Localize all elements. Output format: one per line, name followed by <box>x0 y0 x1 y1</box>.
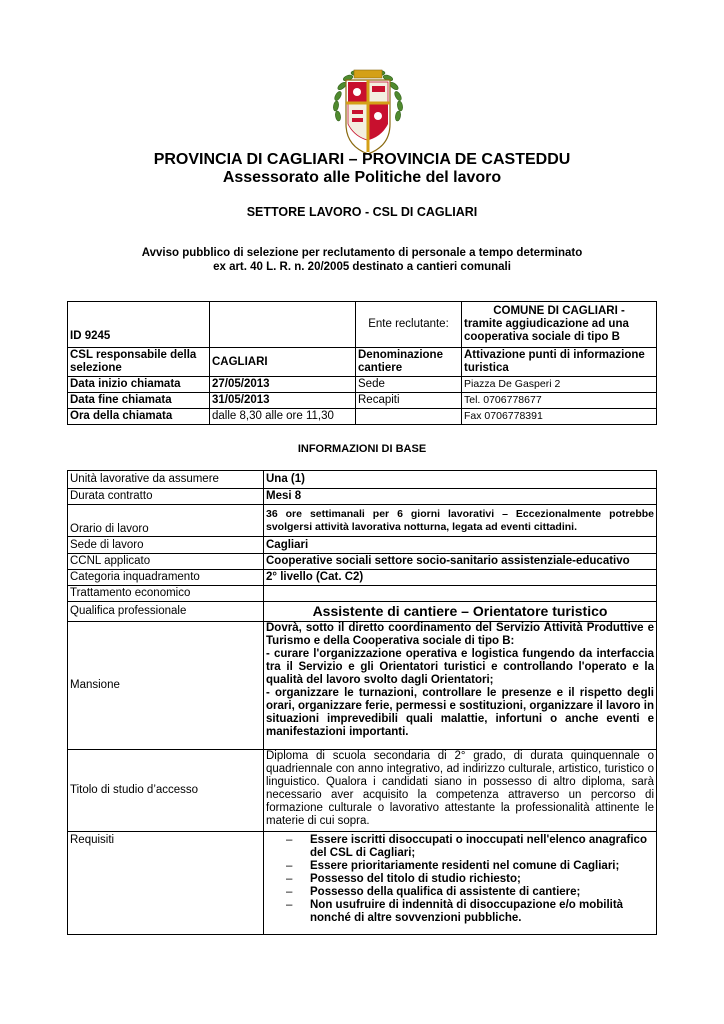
id-cell: ID 9245 <box>68 302 210 348</box>
ccnl-value: Cooperative sociali settore socio-sanitario assistenziale-educativo <box>264 554 657 570</box>
recapiti-label: Recapiti <box>356 393 462 409</box>
csl-value: CAGLIARI <box>210 348 356 377</box>
ente-value-line2: tramite aggiudicazione ad una cooperativa sociale di tipo B <box>464 318 629 343</box>
section-heading-info-base: INFORMAZIONI DI BASE <box>297 443 427 455</box>
denominazione-label: Denominazione cantiere <box>356 348 462 377</box>
ora-value: dalle 8,30 alle ore 11,30 <box>210 409 356 425</box>
ente-value-line1: COMUNE DI CAGLIARI - <box>493 305 625 317</box>
empty-cell <box>210 302 356 348</box>
notice-line-1: Avviso pubblico di selezione per reclutamento di personale a tempo determinato <box>141 247 583 259</box>
mansione-paragraph-1: Dovrà, sotto il diretto coordinamento del Servizio Attività Produttive e Turismo e della Cooperativa sociale di tipo B: <box>266 622 654 647</box>
list-item: – Possesso del titolo di studio richiesto; <box>286 873 654 886</box>
titolo-value: Diploma di scuola secondaria di 2° grado, di durata quinquennale o quadriennale con anno integrativo, ad indirizzo culturale, artistico, turistico o linguistico. Qualora i candidati siano in possesso di altro diploma, sarà necessario aver acquisito la competenza attraverso un percorso di formazione culturale o lavorativo attestante la professionalità attinente le materie di cui sopra. <box>264 750 657 832</box>
inizio-value: 27/05/2013 <box>210 377 356 393</box>
list-item: – Possesso della qualifica di assistente di cantiere; <box>286 886 654 899</box>
trattamento-label: Trattamento economico <box>68 586 264 602</box>
qualifica-value: Assistente di cantiere – Orientatore turistico <box>264 602 657 622</box>
mansione-paragraph-3: - organizzare le turnazioni, controllare le presenze e il rispetto degli orari, organizzare ferie, permessi e sostituzioni, organizzare il lavoro in situazioni imprevedibili quali malattie, infortuni o anche eventi e manifestazioni importanti. <box>266 687 654 738</box>
mansione-value <box>264 622 657 750</box>
requisiti-label: Requisiti <box>68 832 264 935</box>
call-info-table <box>67 301 657 425</box>
qualifica-label: Qualifica professionale <box>68 602 264 622</box>
durata-label: Durata contratto <box>68 489 264 505</box>
sector-heading: SETTORE LAVORO - CSL DI CAGLIARI <box>246 205 478 219</box>
mansione-label: Mansione <box>68 622 264 750</box>
categoria-value: 2° livello (Cat. C2) <box>264 570 657 586</box>
unita-label: Unità lavorative da assumere <box>68 471 264 489</box>
ccnl-label: CCNL applicato <box>68 554 264 570</box>
ora-label: Ora della chiamata <box>68 409 210 425</box>
sede-label: Sede <box>356 377 462 393</box>
list-item: – Essere prioritariamente residenti nel comune di Cagliari; <box>286 860 654 873</box>
sede-value: Piazza De Gasperi 2 <box>462 377 657 393</box>
base-info-table <box>67 470 657 935</box>
fax-value: Fax 0706778391 <box>462 409 657 425</box>
tel-value: Tel. 0706778677 <box>462 393 657 409</box>
fine-value: 31/05/2013 <box>210 393 356 409</box>
empty-cell <box>356 409 462 425</box>
document-subtitle: Assessorato alle Politiche del lavoro <box>222 169 502 186</box>
durata-value: Mesi 8 <box>264 489 657 505</box>
inizio-label: Data inizio chiamata <box>68 377 210 393</box>
ente-value <box>462 302 657 348</box>
sede-lavoro-value: Cagliari <box>264 537 657 554</box>
list-item: – Essere iscritti disoccupati o inoccupati nell'elenco anagrafico del CSL di Cagliari; <box>286 834 654 860</box>
titolo-label: Titolo di studio d’accesso <box>68 750 264 832</box>
list-item: – Non usufruire di indennità di disoccupazione e/o mobilità nonché di altre sovvenzioni pubbliche. <box>286 899 654 925</box>
unita-value: Una (1) <box>264 471 657 489</box>
trattamento-value <box>264 586 657 602</box>
orario-label: Orario di lavoro <box>68 505 264 537</box>
orario-value: 36 ore settimanali per 6 giorni lavorativi – Eccezionalmente potrebbe svolgersi attività lavorativa notturna, legata ad eventi cittadini. <box>264 505 657 537</box>
document-title: PROVINCIA DI CAGLIARI – PROVINCIA DE CASTEDDU <box>153 151 571 168</box>
ente-label: Ente reclutante: <box>356 302 462 348</box>
province-coat-of-arms <box>330 66 406 156</box>
mansione-paragraph-2: - curare l'organizzazione operativa e logistica fungendo da interfaccia tra il Servizio e gli Orientatori turistici e controllando l'operato e la qualità del lavoro svolto dagli Orientatori; <box>266 648 654 686</box>
csl-label: CSL responsabile della selezione <box>68 348 210 377</box>
sede-lavoro-label: Sede di lavoro <box>68 537 264 554</box>
notice-line-2: ex art. 40 L. R. n. 20/2005 destinato a cantieri comunali <box>213 261 511 273</box>
requisiti-list <box>266 834 654 925</box>
requisiti-value <box>264 832 657 935</box>
denominazione-value: Attivazione punti di informazione turistica <box>462 348 657 377</box>
categoria-label: Categoria inquadramento <box>68 570 264 586</box>
fine-label: Data fine chiamata <box>68 393 210 409</box>
